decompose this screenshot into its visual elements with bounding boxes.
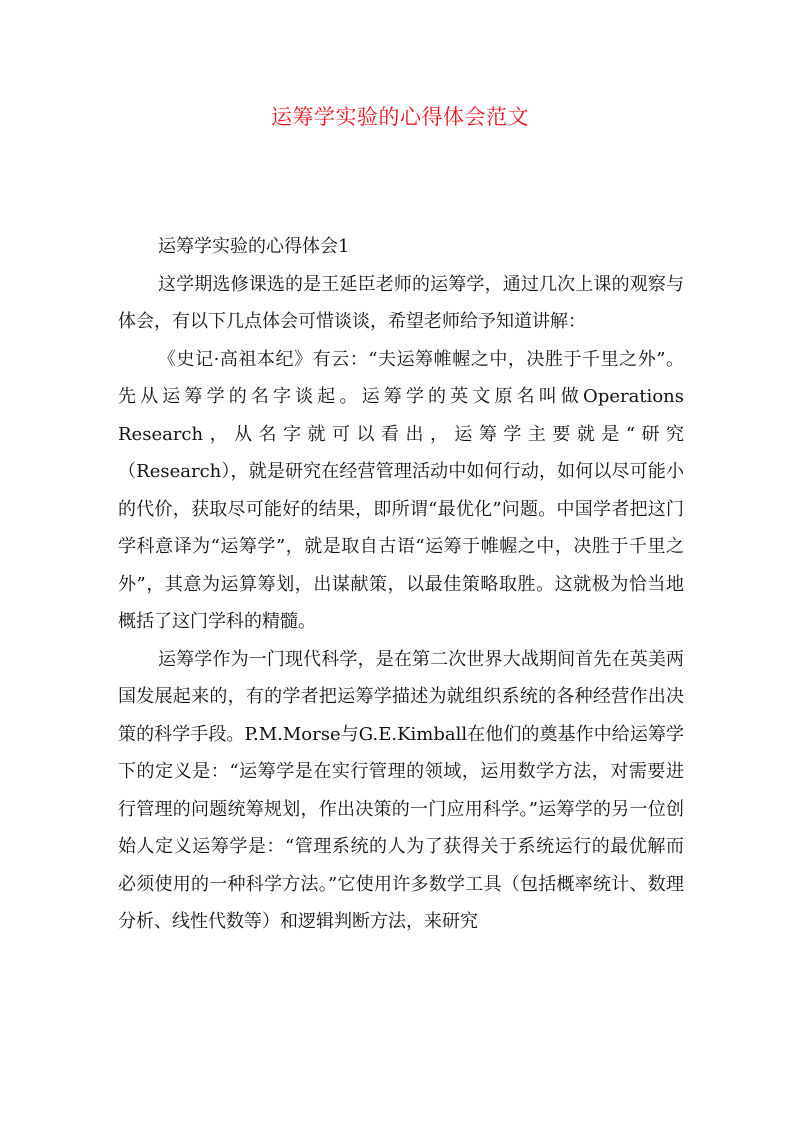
document-body (118, 228, 684, 941)
paragraph-definition: 运筹学作为一门现代科学，是在第二次世界大战期间首先在英美两国发展起来的，有的学者把运筹学描述为就组织系统的各种经营作出决策的科学手段。P.M.Morse与G.E.Kimball在他们的奠基作中给运筹学下的定义是：“运筹学是在实行管理的领域，运用数学方法，对需要进行管理的问题统筹规划，作出决策的一门应用科学。”运筹学的另一位创始人定义运筹学是：“管理系统的人为了获得关于系统运行的最优解而必须使用的一种科学方法。”它使用许多数学工具（包括概率统计、数理分析、线性代数等）和逻辑判断方法，来研究 (118, 648, 684, 932)
paragraph-intro: 这学期选修课选的是王延臣老师的运筹学，通过几次上课的观察与体会，有以下几点体会可惜谈谈，希望老师给予知道讲解： (118, 273, 684, 332)
document-title: 运筹学实验的心得体会范文 (271, 105, 529, 129)
paragraph-name-origin: 《史记·高祖本纪》有云：“夫运筹帷幄之中，决胜于千里之外”。先从运筹学的名字谈起。运筹学的英文原名叫做Operations Research，从名字就可以看出，运筹学主要就是“研究（Research），就是研究在经营管理活动中如何行动，如何以尽可能小的代价，获取尽可能好的结果，即所谓“最优化”问题。中国学者把这门学科意译为“运筹学”，就是取自古语“运筹于帷幄之中，决胜于千里之外”，其意为运算筹划，出谋献策，以最佳策略取胜。这就极为恰当地概括了这门学科的精髓。 (118, 348, 684, 632)
section-heading: 运筹学实验的心得体会1 (158, 236, 350, 257)
